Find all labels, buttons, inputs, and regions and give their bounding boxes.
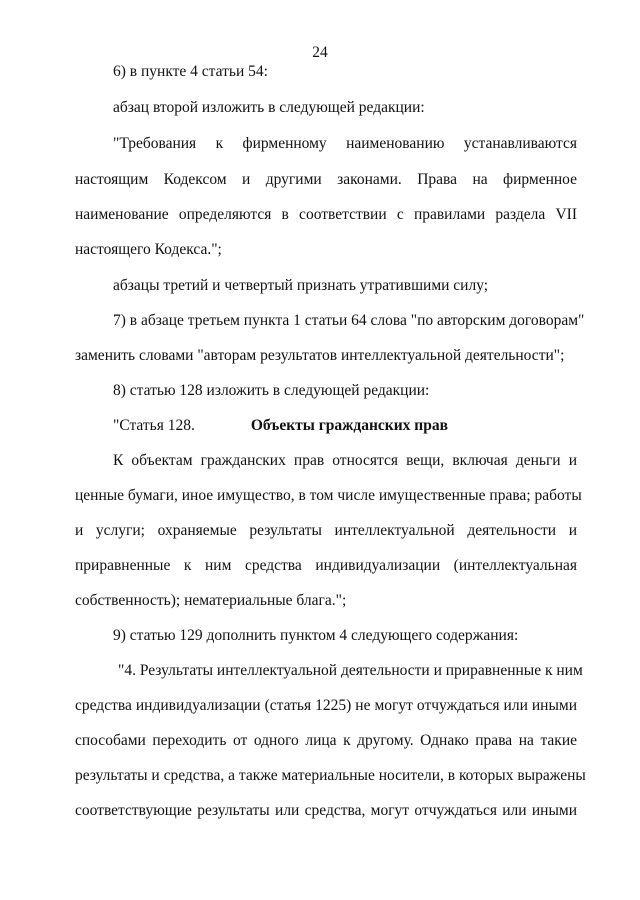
paragraph-line: собственность); нематериальные блага."; — [75, 592, 347, 609]
article-heading — [113, 416, 448, 436]
paragraph-line: приравненные к ним средства индивидуализации (интеллектуальная — [75, 557, 577, 574]
paragraph-line: средства индивидуализации (статья 1225) не могут отчуждаться или иными — [75, 697, 577, 714]
page-number: 24 — [312, 44, 328, 61]
paragraph-line: 9) статью 129 дополнить пунктом 4 следующего содержания: — [113, 627, 519, 644]
paragraph-line: настоящим Кодексом и другими законами. Права на фирменное — [75, 171, 577, 188]
paragraph-line: способами переходить от одного лица к другому. Однако права на такие — [75, 732, 577, 749]
paragraph-line: и услуги; охраняемые результаты интеллектуальной деятельности и — [75, 522, 577, 539]
paragraph-line: результаты и средства, а также материальные носители, в которых выражены — [75, 767, 586, 784]
paragraph-line: настоящего Кодекса."; — [75, 241, 222, 258]
article-title: Объекты гражданских прав — [250, 417, 448, 434]
paragraph-line: ценные бумаги, иное имущество, в том числе имущественные права; работы — [75, 487, 582, 504]
paragraph-line: абзац второй изложить в следующей редакции: — [113, 99, 425, 116]
paragraph-line: заменить словами "авторам результатов интеллектуальной деятельности"; — [75, 347, 565, 364]
article-number: "Статья 128. — [113, 417, 195, 434]
paragraph-line: 6) в пункте 4 статьи 54: — [113, 63, 268, 80]
paragraph-line: 8) статью 128 изложить в следующей редакции: — [113, 382, 430, 399]
paragraph-line: соответствующие результаты или средства, могут отчуждаться или иными — [75, 802, 577, 819]
paragraph-line: 7) в абзаце третьем пункта 1 статьи 64 слова "по авторским договорам" — [113, 312, 585, 329]
paragraph-line: К объектам гражданских прав относятся вещи, включая деньги и — [113, 452, 577, 469]
paragraph-line: "4. Результаты интеллектуальной деятельности и приравненные к ним — [118, 662, 583, 679]
paragraph-line: абзацы третий и четвертый признать утратившими силу; — [113, 277, 489, 294]
paragraph-line: наименование определяются в соответствии с правилами раздела VII — [75, 206, 577, 223]
paragraph-line: "Требования к фирменному наименованию устанавливаются — [113, 135, 577, 152]
